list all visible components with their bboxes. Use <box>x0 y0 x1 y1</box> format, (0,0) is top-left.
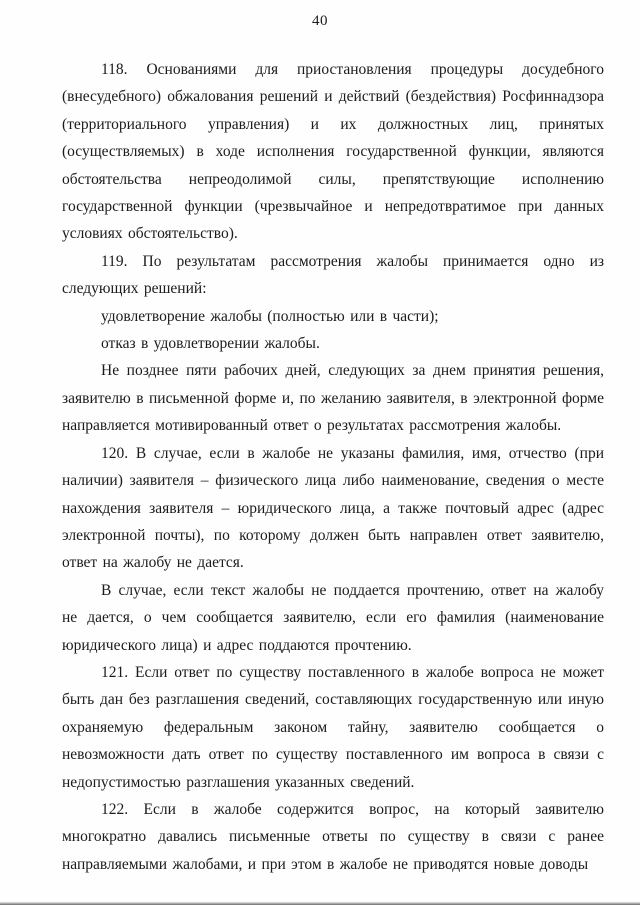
document-body <box>62 56 604 878</box>
paragraph: 122. Если в жалобе содержится вопрос, на который заявителю многократно давались письменные ответы по существу в связи с ранее направляемыми жалобами, и при этом в жалобе не приводятся новые доводы <box>62 800 604 873</box>
paragraph: 119. По результатам рассмотрения жалобы принимается одно из следующих решений: <box>62 252 604 298</box>
paragraph: 118. Основаниями для приостановления процедуры досудебного (внесудебного) обжалования решений и действий (бездействия) Росфиннадзора (территориального управления) и их должностных лиц, принятых (осуществляемых) в ходе исполнения государственной функции, являются обстоятельства непреодолимой силы, препятствующие исполнению государственной функции (чрезвычайное и непредотвратимое при данных условиях обстоятельство). <box>62 61 604 243</box>
paragraph: Не позднее пяти рабочих дней, следующих за днем принятия решения, заявителю в письменной форме и, по желанию заявителя, в электронной форме направляется мотивированный ответ о результатах рассмотрения жалобы. <box>62 362 604 435</box>
paragraph: удовлетворение жалобы (полностью или в части); <box>101 307 439 325</box>
paragraph: отказ в удовлетворении жалобы. <box>101 335 320 353</box>
paragraph: В случае, если текст жалобы не поддается прочтению, ответ на жалобу не дается, о чем сообщается заявителю, если его фамилия (наименование юридического лица) и адрес поддаются прочтению. <box>62 581 604 654</box>
paragraph: 121. Если ответ по существу поставленного в жалобе вопроса не может быть дан без разглашения сведений, составляющих государственную или иную охраняемую федеральным законом тайну, заявителю сообщается о невозможности дать ответ по существу поставленного им вопроса в связи с недопустимостью разглашения указанных сведений. <box>62 663 604 791</box>
page-number: 40 <box>312 13 328 29</box>
paragraph: 120. В случае, если в жалобе не указаны фамилия, имя, отчество (при наличии) заявителя – физического лица либо наименование, сведения о месте нахождения заявителя – юридического лица, а также почтовый адрес (адрес электронной почты), по которому должен быть направлен ответ заявителю, ответ на жалобу не дается. <box>62 444 604 572</box>
